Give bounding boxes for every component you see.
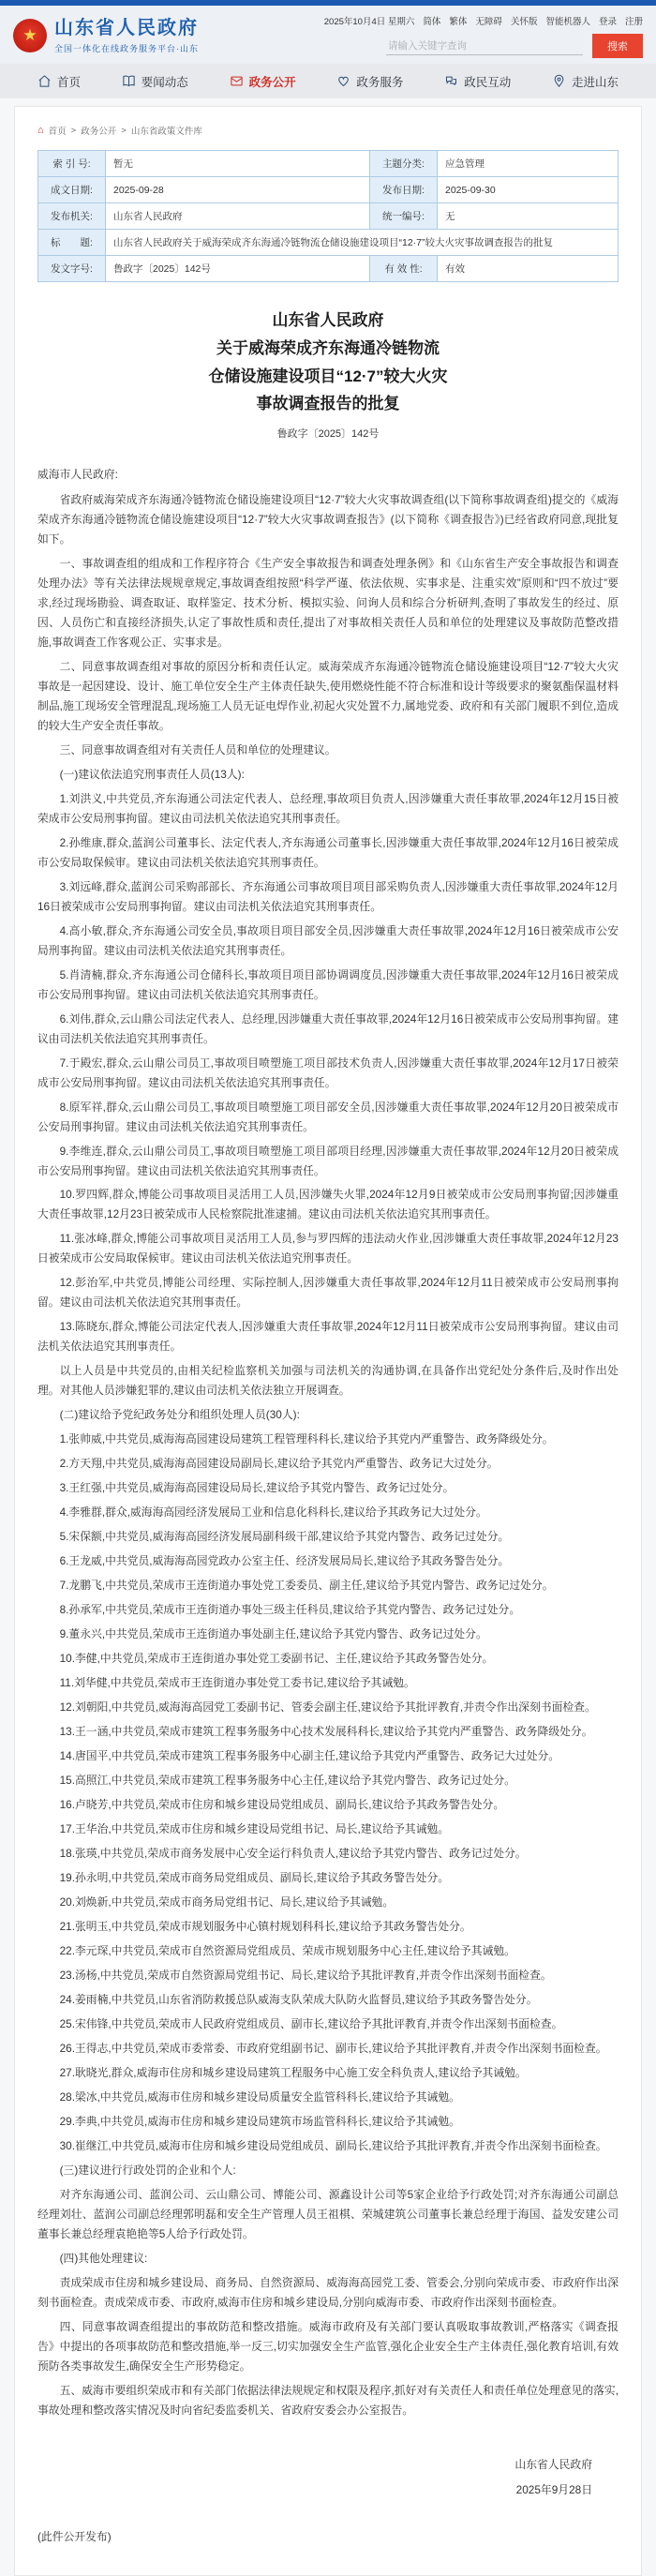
doc-signature: [37, 2452, 619, 2503]
doc-paragraph: 2.孙维康,群众,蓝润公司董事长、法定代表人,齐东海通公司董事长,因涉嫌重大责任事故罪,2024年12月16日被荣成市公安局取保候审。建议由司法机关依法追究其刑事责任。: [37, 835, 619, 869]
doc-paragraph: 17.王华治,中共党员,荣成市住房和城乡建设局党组书记、局长,建议给予其诫勉。: [59, 1822, 450, 1836]
brand[interactable]: [13, 12, 199, 58]
services-heart-icon: [336, 74, 350, 88]
nav-label: 要闻动态: [141, 75, 188, 89]
doc-paragraph: 3.王红强,中共党员,威海海高园建设局局长,建议给予其党内警告、政务记过处分。: [59, 1481, 455, 1495]
current-date: 2025年10月4日 星期六: [323, 17, 415, 27]
doc-paragraph: 以上人员是中共党员的,由相关纪检监察机关加强与司法机关的沟通协调,在具备作出党纪处分条件后,及时作出处理。对其他人员涉嫌犯罪的,建议由司法机关依法独立开展调查。: [37, 1364, 619, 1398]
doc-paragraph: 10.罗四辉,群众,博能公司事故项目灵活用工人员,因涉嫌失火罪,2024年12月9日被荣成市公安局刑事拘留;因涉嫌重大责任事故罪,12月23日被荣成市人民检察院批准逮捕。建议由司法机关依法追究其刑事责任。: [37, 1188, 619, 1221]
doc-paragraph: 10.李健,中共党员,荣成市王连街道办事处党工委副书记、主任,建议给予其政务警告处分。: [59, 1652, 494, 1666]
doc-paragraph: 省政府威海荣成齐东海通冷链物流仓储设施建设项目“12·7”较大火灾事故调查组(以下简称事故调查组)提交的《威海荣成齐东海通冷链物流仓储设施建设项目“12·7”较大火灾事故调查报告》(以下简称《调查报告》)已经省政府同意,现批复如下。: [37, 492, 619, 546]
doc-paragraph: 21.张明玉,中共党员,荣成市规划服务中心镇村规划科科长,建议给予其政务警告处分。: [59, 1920, 471, 1933]
gov-info-envelope-icon: [230, 74, 244, 88]
doc-paragraph: 18.张瑛,中共党员,荣成市商务发展中心安全运行科负责人,建议给予其党内警告、政务记过处分。: [59, 1847, 527, 1861]
doc-paragraph: 1.刘洪义,中共党员,齐东海通公司法定代表人、总经理,事故项目负责人,因涉嫌重大责任事故罪,2024年12月15日被荣成市公安局刑事拘留。建议由司法机关依法追究其刑事责任。: [37, 791, 619, 825]
meta-label: 主题分类:: [370, 151, 438, 177]
breadcrumb-separator: >: [121, 125, 127, 136]
location-pin-icon: [552, 74, 566, 88]
breadcrumb-gov-info[interactable]: 政务公开: [81, 127, 117, 137]
site-header: [0, 6, 656, 64]
doc-title-line: 山东省人民政府: [272, 311, 384, 329]
table-row: [38, 256, 619, 282]
doc-paragraph: 11.张冰峰,群众,博能公司事故项目灵活用工人员,参与罗四辉的违法动火作业,因涉嫌重大责任事故罪,2024年12月23日被荣成市公安局取保候审。建议由司法机关依法追究刑事责任。: [37, 1232, 619, 1266]
doc-paragraph: 28.梁冰,中共党员,威海市住房和城乡建设局质量安全监管科科长,建议给予其诫勉。: [59, 2089, 460, 2104]
nav-item-gov-services[interactable]: [336, 73, 403, 90]
doc-paragraph: 7.于殿宏,群众,云山鼎公司员工,事故项目喷塑施工项目部技术负责人,因涉嫌重大责任事故罪,2024年12月17日被荣成市公安局刑事拘留。建议由司法机关依法追究其刑事责任。: [37, 1056, 619, 1089]
doc-paragraph: (四)其他处理建议:: [59, 2251, 148, 2265]
breadcrumb-separator: >: [70, 125, 77, 136]
doc-paragraph: 29.李典,中共党员,威海市住房和城乡建设局建筑市场监管科科长,建议给予其诫勉。: [59, 2114, 460, 2128]
nav-item-gov-info[interactable]: [230, 73, 296, 90]
signature-org: 山东省人民政府: [514, 2457, 592, 2471]
meta-label: 有 效 性:: [370, 256, 438, 282]
search-input[interactable]: [386, 37, 583, 55]
doc-paragraph: 24.姜雨楠,中共党员,山东省消防救援总队威海支队荣成大队防火监督员,建议给予其政务警告处分。: [59, 1992, 538, 2006]
doc-paragraph: 责成荣成市住房和城乡建设局、商务局、自然资源局、威海海高园党工委、管委会,分别向荣成市委、市政府作出深刻书面检查。责成荣成市委、市政府,威海市住房和城乡建设局,分别向威海市委、市政府作出深刻书面检查。: [37, 2275, 619, 2309]
doc-paragraph: 13.王一涵,中共党员,荣成市建筑工程事务服务中心技术发展科科长,建议给予其党内严重警告、政务降级处分。: [59, 1725, 593, 1739]
meta-value-validity: 有效: [438, 256, 619, 282]
doc-paragraph: 9.李维连,群众,云山鼎公司员工,事故项目喷塑施工项目部项目经理,因涉嫌重大责任事故罪,2024年12月20日被荣成市公安局刑事拘留。建议由司法机关依法追究其刑事责任。: [37, 1144, 619, 1177]
doc-paragraph: 19.孙永明,中共党员,荣成市商务局党组成员、副局长,建议给予其政务警告处分。: [59, 1871, 450, 1885]
doc-paragraph: 3.刘远峰,群众,蓝润公司采购部部长、齐东海通公司事故项目项目部采购负责人,因涉嫌重大责任事故罪,2024年12月16日被荣成市公安局刑事拘留。建议由司法机关依法追究其刑事责任。: [37, 879, 619, 913]
meta-label: 发文字号:: [38, 256, 106, 282]
nav-item-interaction[interactable]: [444, 73, 511, 90]
meta-value-unified-no: 无: [438, 203, 619, 230]
doc-paragraph: 30.崔继江,中共党员,威海市住房和城乡建设局党组成员、副局长,建议给予其批评教育,并责令作出深刻书面检查。: [59, 2138, 607, 2152]
meta-value-index: 暂无: [106, 151, 370, 177]
meta-value-publish-date: 2025-09-30: [438, 177, 619, 203]
doc-paragraph: 26.王得志,中共党员,荣成市委常委、市政府党组副书记、副市长,建议给予其批评教育,并责令作出深刻书面检查。: [59, 2041, 607, 2055]
doc-paragraph: 8.原军祥,群众,云山鼎公司员工,事故项目喷塑施工项目部安全员,因涉嫌重大责任事故罪,2024年12月20日被荣成市公安局刑事拘留。建议由司法机关依法追究其刑事责任。: [37, 1100, 619, 1133]
doc-paragraph: 22.李元琛,中共党员,荣成市自然资源局党组成员、荣成市规划服务中心主任,建议给予其诫勉。: [59, 1943, 515, 1957]
national-emblem-logo: ★: [13, 19, 47, 52]
doc-paragraph: (三)建议进行行政处罚的企业和个人:: [59, 2163, 236, 2177]
doc-paragraph: (一)建议依法追究刑事责任人员(13人):: [59, 767, 245, 781]
link-simplified[interactable]: 简体: [423, 17, 441, 27]
breadcrumb-current: 山东省政策文件库: [130, 127, 202, 137]
doc-paragraph: 8.孙承军,中共党员,荣成市王连街道办事处三级主任科员,建议给予其党内警告、政务记过处分。: [59, 1603, 521, 1617]
link-login[interactable]: 登录: [598, 17, 617, 27]
doc-paragraph: 三、同意事故调查组对有关责任人员和单位的处理建议。: [59, 742, 336, 756]
doc-paragraph: 14.唐国平,中共党员,荣成市建筑工程事务服务中心副主任,建议给予其党内严重警告、政务记大过处分。: [59, 1749, 560, 1763]
meta-value-written-date: 2025-09-28: [106, 177, 370, 203]
meta-value-title: 山东省人民政府关于威海荣成齐东海通冷链物流仓储设施建设项目“12·7”较大火灾事故调查报告的批复: [106, 230, 619, 256]
doc-paragraph: 20.刘焕新,中共党员,荣成市商务局党组书记、局长,建议给予其诫勉。: [59, 1895, 395, 1910]
doc-paragraph: (二)建议给予党纪政务处分和组织处理人员(30人):: [59, 1408, 300, 1422]
doc-paragraph: 11.刘华健,中共党员,荣成市王连街道办事处党工委书记,建议给予其诫勉。: [59, 1676, 415, 1690]
doc-paragraph: 23.汤杨,中共党员,荣成市自然资源局党组书记、局长,建议给予其批评教育,并责令作出深刻书面检查。: [59, 1968, 552, 1982]
link-smart-robot[interactable]: 智能机器人: [545, 17, 590, 27]
link-register[interactable]: 注册: [624, 17, 643, 27]
breadcrumb-home[interactable]: 首页: [48, 127, 67, 137]
doc-paragraphs: [37, 490, 619, 2420]
nav-label: 走进山东: [571, 75, 619, 89]
nav-label: 政民互动: [464, 75, 512, 89]
doc-paragraph: 25.宋伟锋,中共党员,荣成市人民政府党组成员、副市长,建议给予其批评教育,并责令作出深刻书面检查。: [59, 2016, 563, 2030]
doc-footnote: (此件公开发布): [37, 2529, 112, 2543]
doc-paragraph: 5.肖清楠,群众,齐东海通公司仓储科长,事故项目项目部协调调度员,因涉嫌重大责任事故罪,2024年12月16日被荣成市公安局刑事拘留。建议由司法机关依法追究其刑事责任。: [37, 967, 619, 1001]
doc-paragraph: 一、事故调查组的组成和工作程序符合《生产安全事故报告和调查处理条例》和《山东省生产安全事故报告和调查处理办法》等有关法律法规规章规定,事故调查组按照“科学严谨、依法依规、实事求是、注重实效”原则和“四不放过”要求,经过现场勘验、调查取证、取样鉴定、技术分析、模拟实验、问询人员和综合分析研判,查明了事故发生的经过、原因、人员伤亡和直接经济损失,认定了事故性质和责任,提出了对事故相关责任人员和单位的处理建议及事故防范整改措施,事故调查工作客观公正、实事求是。: [37, 556, 619, 649]
nav-item-news[interactable]: [122, 73, 188, 90]
doc-paragraph: 7.龙鹏飞,中共党员,荣成市王连街道办事处党工委委员、副主任,建议给予其党内警告、政务记过处分。: [59, 1579, 554, 1593]
meta-value-doc-no: 鲁政字〔2025〕142号: [106, 256, 370, 282]
signature-date: 2025年9月28日: [515, 2482, 592, 2496]
news-book-icon: [122, 74, 136, 88]
doc-paragraph: 二、同意事故调查组对事故的原因分析和责任认定。威海荣成齐东海通冷链物流仓储设施建设项目“12·7”较大火灾事故是一起因建设、设计、施工单位安全生产主体责任缺失,使用燃烧性能不符合标准和设计等级要求的聚氨酯保温材料制品,施工现场安全管理混乱,现场施工人员无证电焊作业,初起火灾处置不力,属地党委、政府和有关部门履职不到位,造成的较大生产安全责任事故。: [37, 659, 619, 732]
doc-paragraph: 13.陈晓东,群众,博能公司法定代表人,因涉嫌重大责任事故罪,2024年12月11日被荣成市公安局刑事拘留。建议由司法机关依法追究其刑事责任。: [37, 1320, 619, 1354]
nav-label: 政务服务: [356, 75, 404, 89]
meta-label: 统一编号:: [370, 203, 438, 230]
doc-title-line: 关于威海荣成齐东海通冷链物流: [216, 338, 440, 357]
doc-paragraph: 15.高照江,中共党员,荣成市建筑工程事务服务中心主任,建议给予其党内警告、政务记过处分。: [59, 1774, 515, 1788]
doc-paragraph: 4.高小敏,群众,齐东海通公司安全员,事故项目项目部安全员,因涉嫌重大责任事故罪,2024年12月16日被荣成市公安局刑事拘留。建议由司法机关依法追究其刑事责任。: [37, 923, 619, 957]
nav-label: 政务公开: [248, 75, 296, 89]
table-row: [38, 230, 619, 256]
table-row: [38, 203, 619, 230]
nav-label: 首页: [57, 75, 82, 89]
doc-paragraph: 12.彭治军,中共党员,博能公司经理、实际控制人,因涉嫌重大责任事故罪,2024年12月11日被荣成市公安局刑事拘留。建议由司法机关依法追究其刑事责任。: [37, 1276, 619, 1310]
doc-paragraph: 16.卢晓芳,中共党员,荣成市住房和城乡建设局党组成员、副局长,建议给予其政务警告处分。: [59, 1798, 505, 1812]
doc-paragraph: 5.宋保额,中共党员,威海海高园经济发展局副科级干部,建议给予其党内警告、政务记过处分。: [59, 1530, 510, 1544]
doc-paragraph: 五、威海市要组织荣成市和有关部门依据法律法规规定和权限及程序,抓好对有关责任人和责任单位处理意见的落实,事故处理和整改落实情况及时向省纪委监委机关、省政府安委会办公室报告。: [37, 2383, 619, 2417]
interaction-chat-icon: [444, 74, 458, 88]
doc-paragraph: 6.王龙威,中共党员,威海海高园党政办公室主任、经济发展局局长,建议给予其政务警告处分。: [59, 1554, 510, 1568]
content-card: [14, 106, 642, 2576]
meta-label: 成文日期:: [38, 177, 106, 203]
home-icon: [37, 74, 52, 88]
doc-paragraph: 4.李雅群,群众,威海海高园经济发展局工业和信息化科科长,建议给予其政务记大过处分。: [59, 1505, 487, 1520]
doc-paragraph: 对齐东海通公司、蓝润公司、云山鼎公司、博能公司、源鑫设计公司等5家企业给予行政处罚;对齐东海通公司副总经理刘壮、蓝润公司副总经理郭明磊和安全生产管理人员王祖棋、荣城建筑公司董事长兼总经理于海国、益发安建公司董事长兼总经理袁艳艳等5人给予行政处罚。: [37, 2187, 619, 2240]
doc-number: 鲁政字〔2025〕142号: [276, 428, 380, 440]
meta-value-topic: 应急管理: [438, 151, 619, 177]
link-accessibility[interactable]: 无障碍: [475, 17, 502, 27]
page-title: [37, 307, 619, 418]
meta-label: 标 题:: [38, 230, 106, 256]
main-nav: [0, 64, 656, 98]
link-traditional[interactable]: 繁体: [449, 17, 468, 27]
site-subtitle: 全国一体化在线政务服务平台·山东: [54, 43, 199, 53]
search-button[interactable]: 搜索: [592, 34, 643, 58]
doc-paragraph: 1.张帅威,中共党员,威海海高园建设局建筑工程管理科科长,建议给予其党内严重警告、政务降级处分。: [59, 1432, 554, 1446]
meta-label: 发布日期:: [370, 177, 438, 203]
meta-label: 索 引 号:: [38, 151, 106, 177]
link-care-version[interactable]: 关怀版: [510, 17, 538, 27]
breadcrumb: [37, 124, 619, 137]
doc-title-line: 事故调查报告的批复: [256, 395, 400, 413]
nav-item-explore-shandong[interactable]: [552, 73, 619, 90]
meta-label: 发布机关:: [38, 203, 106, 230]
doc-body: [37, 465, 619, 2547]
doc-paragraph: 9.董永兴,中共党员,荣成市王连街道办事处副主任,建议给予其党内警告、政务记过处分。: [59, 1627, 487, 1641]
meta-value-agency: 山东省人民政府: [106, 203, 370, 230]
doc-paragraph: 2.方天翔,中共党员,威海海高园建设局副局长,建议给予其党内严重警告、政务记大过处分。: [59, 1457, 499, 1471]
doc-paragraph: 四、同意事故调查组提出的事故防范和整改措施。威海市政府及有关部门要认真吸取事故教训,严格落实《调查报告》中提出的各项事故防范和整改措施,举一反三,切实加强安全生产监管,强化企业安全生产主体责任,强化教育培训,有效预防各类事故发生,确保安全生产形势稳定。: [37, 2319, 619, 2373]
table-row: [38, 151, 619, 177]
doc-paragraph: 27.耿晓光,群众,威海市住房和城乡建设局建筑工程服务中心施工安全科负责人,建议给予其诫勉。: [59, 2065, 527, 2079]
table-row: [38, 177, 619, 203]
utility-links: [324, 14, 643, 27]
breadcrumb-home-icon: ⌂: [37, 124, 44, 136]
doc-paragraph: 6.刘伟,群众,云山鼎公司法定代表人、总经理,因涉嫌重大责任事故罪,2024年12月16日被荣成市公安局刑事拘留。建议由司法机关依法追究其刑事责任。: [37, 1011, 619, 1045]
site-title: 山东省人民政府: [54, 17, 199, 38]
doc-title-line: 仓储设施建设项目“12·7”较大火灾: [208, 367, 448, 385]
doc-paragraph: 12.刘朝阳,中共党员,威海海高园党工委副书记、管委会副主任,建议给予其批评教育,并责令作出深刻书面检查。: [59, 1700, 596, 1715]
document-meta-table: [37, 150, 619, 282]
nav-item-home[interactable]: [37, 73, 81, 90]
doc-salutation: 威海市人民政府:: [37, 468, 118, 481]
